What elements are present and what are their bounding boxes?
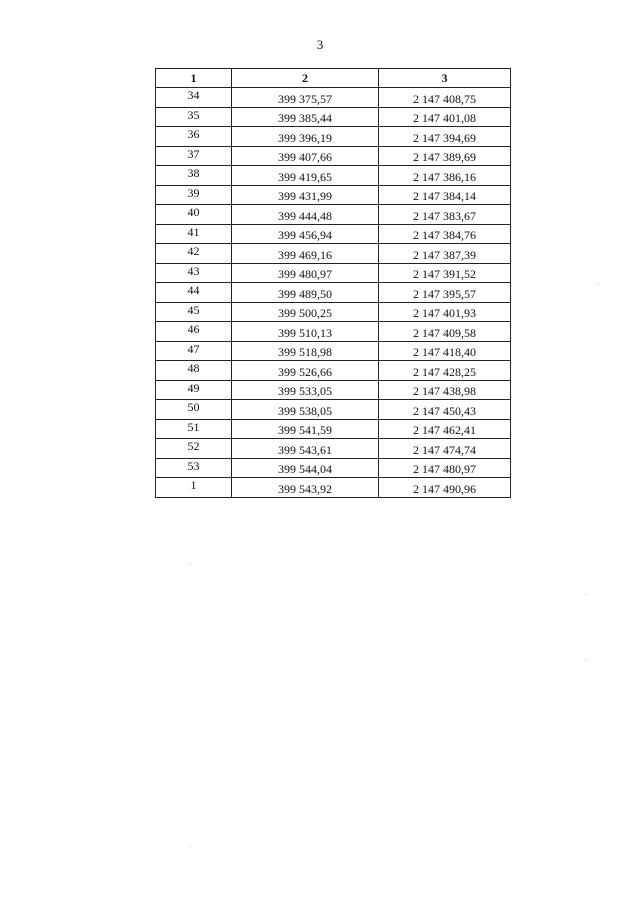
point-number-cell: 46 xyxy=(156,322,232,342)
x-coordinate-cell: 399 407,66 xyxy=(232,146,379,166)
x-coordinate-cell: 399 543,61 xyxy=(232,439,379,459)
point-number-cell: 1 xyxy=(156,478,232,498)
x-coordinate-cell: 399 526,66 xyxy=(232,361,379,381)
x-coordinate-cell: 399 510,13 xyxy=(232,322,379,342)
table-row xyxy=(156,478,511,498)
table-row xyxy=(156,419,511,439)
x-coordinate-cell: 399 431,99 xyxy=(232,185,379,205)
x-coordinate-cell: 399 518,98 xyxy=(232,341,379,361)
point-number-cell: 37 xyxy=(156,146,232,166)
x-coordinate-cell: 399 543,92 xyxy=(232,478,379,498)
y-coordinate-cell: 2 147 384,14 xyxy=(379,185,511,205)
point-number-cell: 53 xyxy=(156,458,232,478)
table-row xyxy=(156,341,511,361)
column-header-point: 1 xyxy=(156,69,232,88)
y-coordinate-cell: 2 147 480,97 xyxy=(379,458,511,478)
y-coordinate-cell: 2 147 384,76 xyxy=(379,224,511,244)
table-row xyxy=(156,127,511,147)
table-row xyxy=(156,439,511,459)
table-row xyxy=(156,322,511,342)
table-row xyxy=(156,302,511,322)
scan-speck xyxy=(190,846,191,847)
point-number-cell: 45 xyxy=(156,302,232,322)
table-row xyxy=(156,263,511,283)
scan-speck xyxy=(586,594,587,595)
point-number-cell: 51 xyxy=(156,419,232,439)
table-row xyxy=(156,205,511,225)
table-row xyxy=(156,361,511,381)
point-number-cell: 34 xyxy=(156,88,232,108)
x-coordinate-cell: 399 456,94 xyxy=(232,224,379,244)
y-coordinate-cell: 2 147 409,58 xyxy=(379,322,511,342)
y-coordinate-cell: 2 147 391,52 xyxy=(379,263,511,283)
y-coordinate-cell: 2 147 394,69 xyxy=(379,127,511,147)
column-header-y: 3 xyxy=(379,69,511,88)
x-coordinate-cell: 399 375,57 xyxy=(232,88,379,108)
x-coordinate-cell: 399 489,50 xyxy=(232,283,379,303)
point-number-cell: 49 xyxy=(156,380,232,400)
page-number: 3 xyxy=(316,37,324,52)
y-coordinate-cell: 2 147 474,74 xyxy=(379,439,511,459)
column-header-x: 2 xyxy=(232,69,379,88)
x-coordinate-cell: 399 541,59 xyxy=(232,419,379,439)
y-coordinate-cell: 2 147 428,25 xyxy=(379,361,511,381)
x-coordinate-cell: 399 396,19 xyxy=(232,127,379,147)
table-body xyxy=(156,88,511,498)
x-coordinate-cell: 399 544,04 xyxy=(232,458,379,478)
table-row xyxy=(156,458,511,478)
y-coordinate-cell: 2 147 401,93 xyxy=(379,302,511,322)
point-number-cell: 48 xyxy=(156,361,232,381)
x-coordinate-cell: 399 444,48 xyxy=(232,205,379,225)
x-coordinate-cell: 399 480,97 xyxy=(232,263,379,283)
y-coordinate-cell: 2 147 462,41 xyxy=(379,419,511,439)
point-number-cell: 50 xyxy=(156,400,232,420)
table-header-row xyxy=(156,69,511,88)
scan-speck xyxy=(585,660,586,661)
point-number-cell: 44 xyxy=(156,283,232,303)
point-number-cell: 36 xyxy=(156,127,232,147)
x-coordinate-cell: 399 469,16 xyxy=(232,244,379,264)
y-coordinate-cell: 2 147 401,08 xyxy=(379,107,511,127)
table-row xyxy=(156,380,511,400)
point-number-cell: 42 xyxy=(156,244,232,264)
point-number-cell: 47 xyxy=(156,341,232,361)
y-coordinate-cell: 2 147 408,75 xyxy=(379,88,511,108)
y-coordinate-cell: 2 147 386,16 xyxy=(379,166,511,186)
table-row xyxy=(156,88,511,108)
point-number-cell: 41 xyxy=(156,224,232,244)
table-row xyxy=(156,224,511,244)
y-coordinate-cell: 2 147 395,57 xyxy=(379,283,511,303)
table-row xyxy=(156,283,511,303)
coordinates-table xyxy=(155,68,511,498)
table-row xyxy=(156,146,511,166)
y-coordinate-cell: 2 147 387,39 xyxy=(379,244,511,264)
y-coordinate-cell: 2 147 383,67 xyxy=(379,205,511,225)
y-coordinate-cell: 2 147 418,40 xyxy=(379,341,511,361)
y-coordinate-cell: 2 147 490,96 xyxy=(379,478,511,498)
scan-speck xyxy=(190,563,191,564)
x-coordinate-cell: 399 419,65 xyxy=(232,166,379,186)
table-row xyxy=(156,107,511,127)
table-row xyxy=(156,244,511,264)
point-number-cell: 40 xyxy=(156,205,232,225)
table-row xyxy=(156,185,511,205)
point-number-cell: 35 xyxy=(156,107,232,127)
x-coordinate-cell: 399 385,44 xyxy=(232,107,379,127)
table-row xyxy=(156,400,511,420)
x-coordinate-cell: 399 533,05 xyxy=(232,380,379,400)
y-coordinate-cell: 2 147 450,43 xyxy=(379,400,511,420)
y-coordinate-cell: 2 147 438,98 xyxy=(379,380,511,400)
table-row xyxy=(156,166,511,186)
y-coordinate-cell: 2 147 389,69 xyxy=(379,146,511,166)
x-coordinate-cell: 399 538,05 xyxy=(232,400,379,420)
point-number-cell: 39 xyxy=(156,185,232,205)
point-number-cell: 43 xyxy=(156,263,232,283)
point-number-cell: 38 xyxy=(156,166,232,186)
x-coordinate-cell: 399 500,25 xyxy=(232,302,379,322)
point-number-cell: 52 xyxy=(156,439,232,459)
scan-speck xyxy=(598,283,599,284)
